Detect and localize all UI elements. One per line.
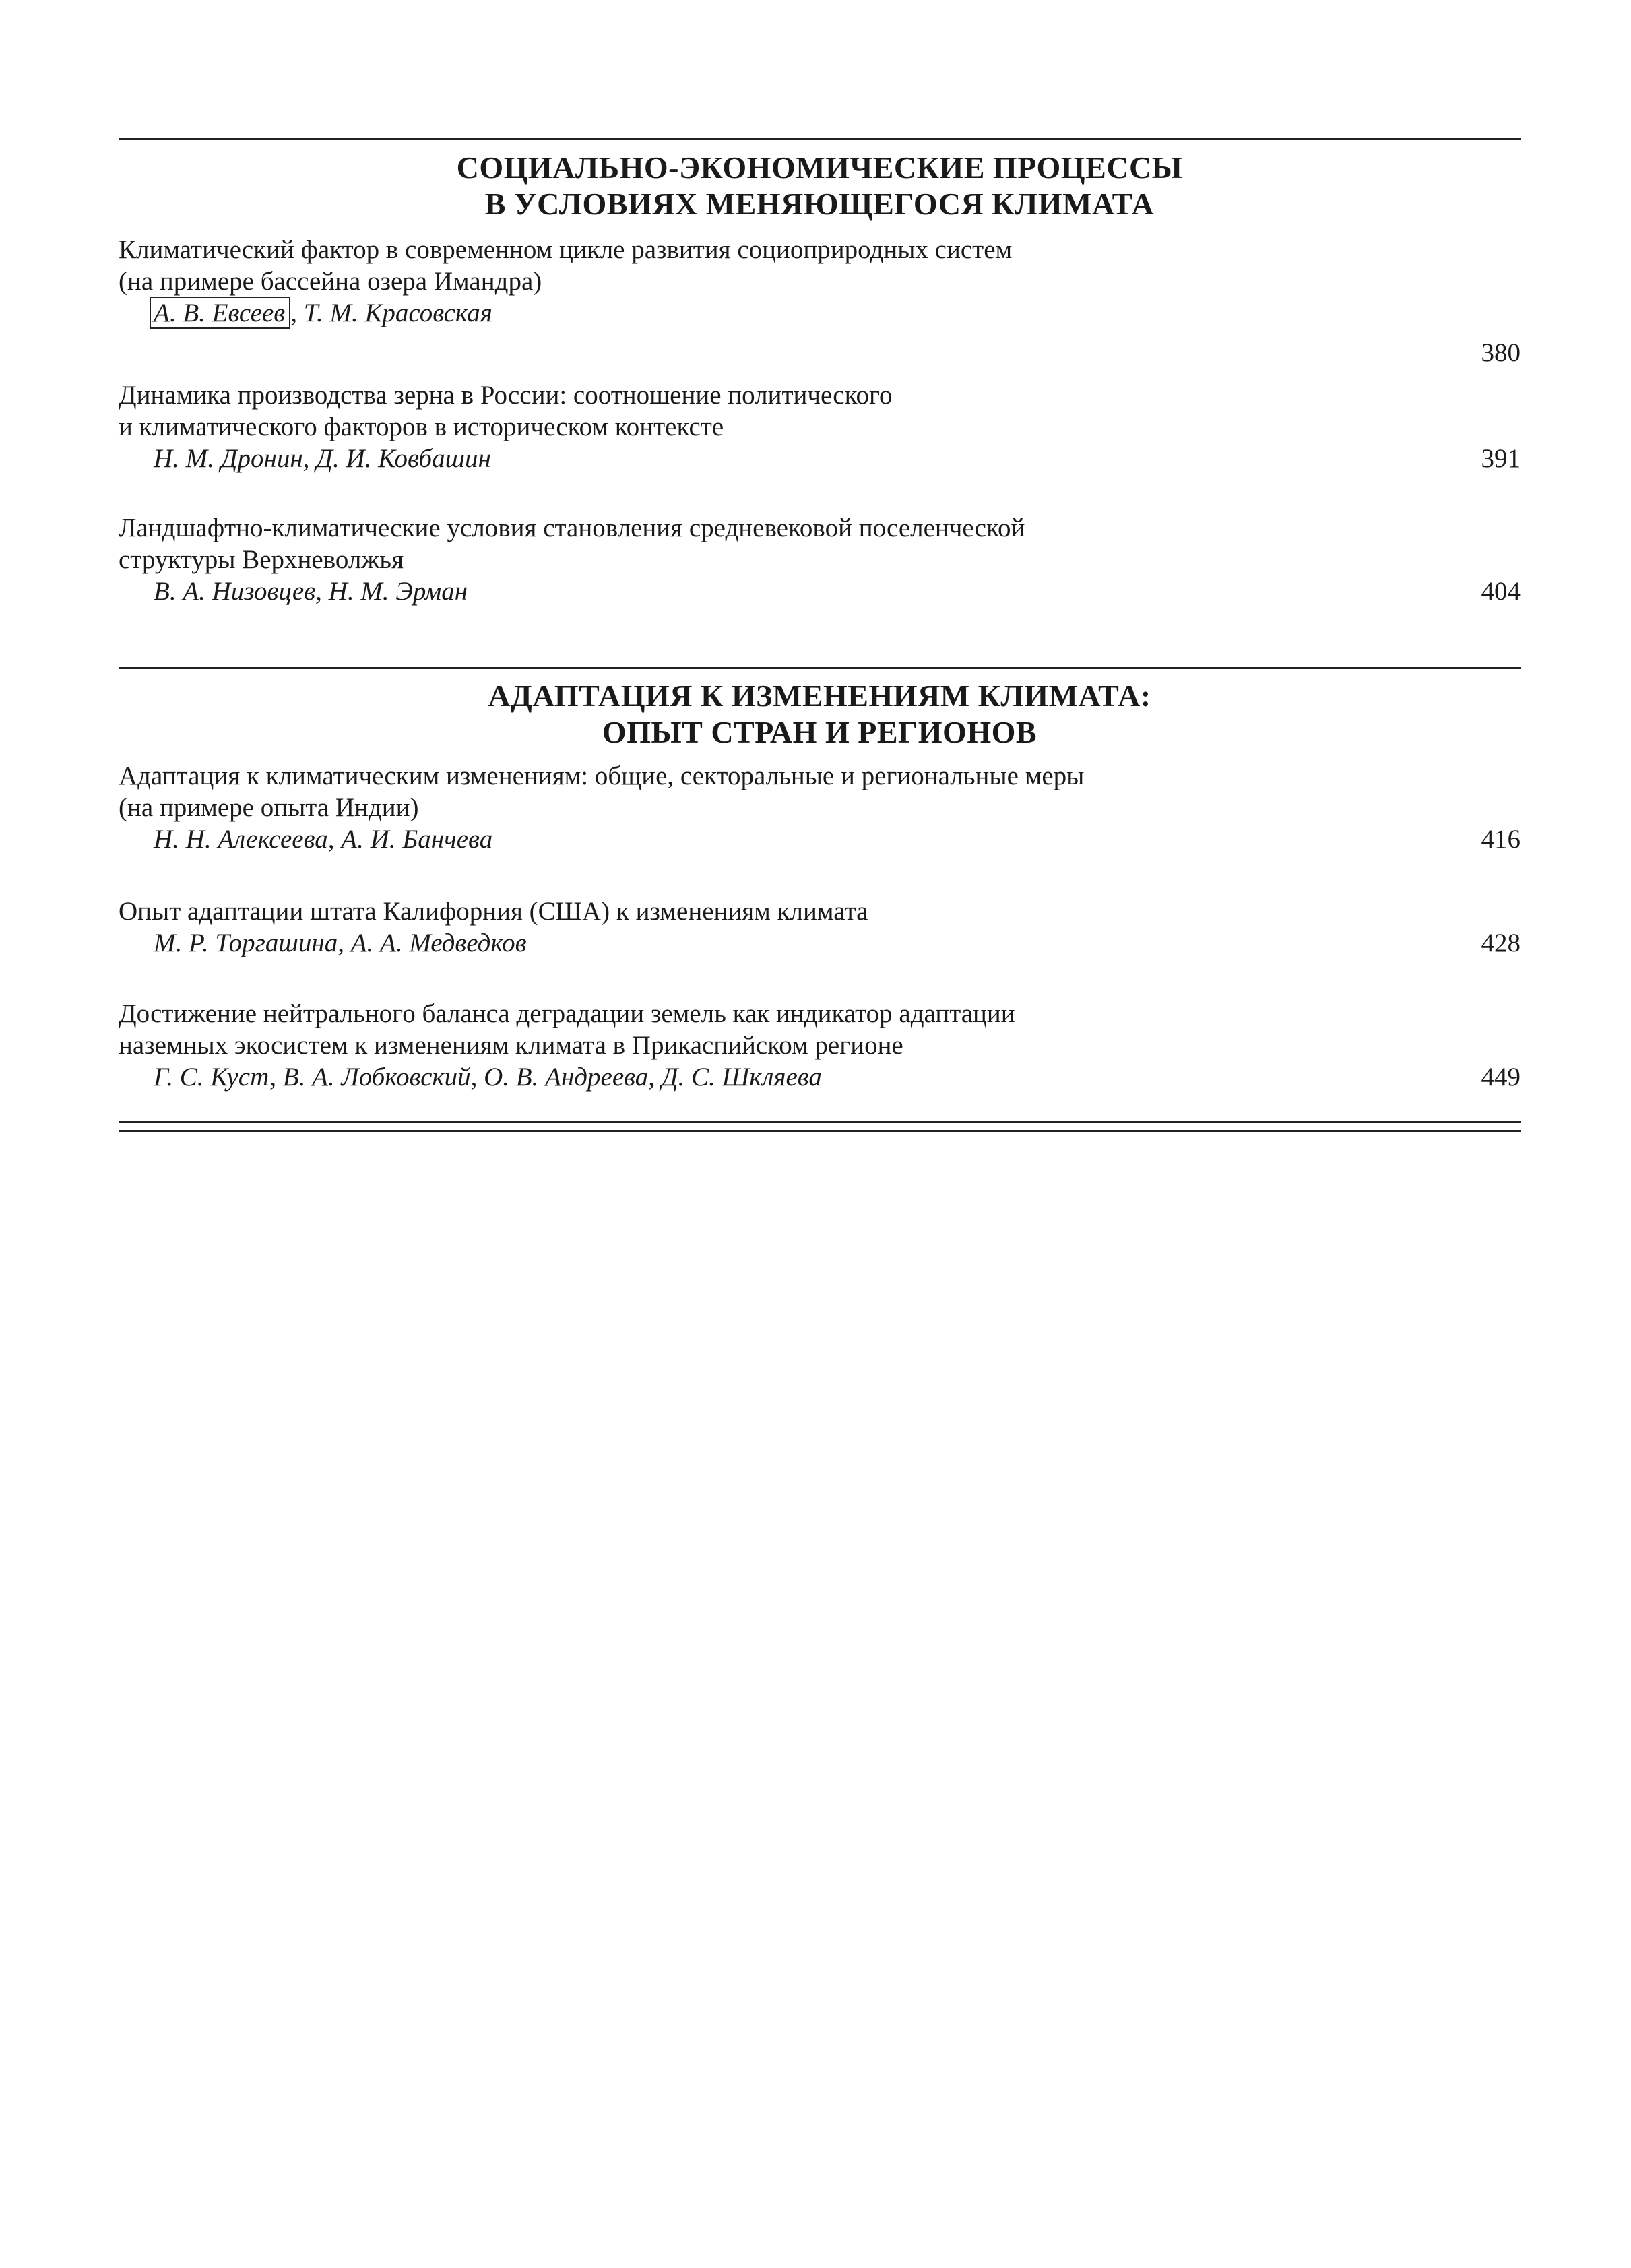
entry-page-number: 416: [1481, 825, 1521, 854]
entry-page-number: 404: [1481, 577, 1521, 606]
entry-page-number: 428: [1481, 928, 1521, 957]
entry-authors: [119, 823, 1521, 855]
section-title-line: В УСЛОВИЯХ МЕНЯЮЩЕГОСЯ КЛИМАТА: [484, 187, 1155, 221]
entry-title-line: Ландшафтно-климатические условия становления средневековой поселенческой: [119, 513, 1025, 542]
entry-title-line: структуры Верхневолжья: [119, 545, 404, 574]
entry-title-line: Достижение нейтрального баланса деградации земель как индикатор адаптации: [119, 999, 1015, 1028]
entry-authors: [119, 927, 1521, 959]
entry-authors-rest: , Т. М. Красовская: [290, 298, 492, 327]
entry-title-line: Климатический фактор в современном цикле развития социоприродных систем: [119, 235, 1013, 264]
toc-entry[interactable]: [119, 234, 1521, 367]
entry-authors: [119, 575, 1521, 607]
section-title: [119, 678, 1521, 751]
entry-authors: [119, 443, 1521, 474]
entry-authors: [119, 297, 1521, 329]
entry-title-line: (на примере опыта Индии): [119, 793, 419, 822]
deceased-author-frame: А. В. Евсеев: [150, 297, 290, 329]
section-title-line: АДАПТАЦИЯ К ИЗМЕНЕНИЯМ КЛИМАТА:: [488, 679, 1151, 713]
section-divider: [119, 138, 1521, 140]
toc-entry[interactable]: [119, 895, 1521, 959]
entry-page-number: 380: [1481, 338, 1521, 367]
entry-title-line: Адаптация к климатическим изменениям: общие, секторальные и региональные меры: [119, 761, 1085, 790]
entry-page-number: 449: [1481, 1063, 1521, 1092]
entry-page-number: 391: [1481, 444, 1521, 473]
section-title: [119, 150, 1521, 222]
entry-title-line: Динамика производства зерна в России: соотношение политического: [119, 381, 893, 410]
entry-authors: [119, 1061, 1521, 1093]
entry-authors-text: Г. С. Куст, В. А. Лобковский, О. В. Андреева, Д. С. Шкляева: [154, 1063, 822, 1092]
toc-entry[interactable]: [119, 760, 1521, 855]
entry-title-line: Опыт адаптации штата Калифорния (США) к изменениям климата: [119, 897, 868, 926]
toc-entry[interactable]: [119, 512, 1521, 607]
section-divider: [119, 667, 1521, 669]
section-title-line: СОЦИАЛЬНО-ЭКОНОМИЧЕСКИЕ ПРОЦЕССЫ: [456, 150, 1183, 185]
section-title-line: ОПЫТ СТРАН И РЕГИОНОВ: [602, 715, 1037, 749]
entry-authors-text: Н. М. Дронин, Д. И. Ковбашин: [154, 444, 491, 473]
entry-authors-text: Н. Н. Алексеева, А. И. Банчева: [154, 825, 493, 854]
entry-authors-text: М. Р. Торгашина, А. А. Медведков: [154, 928, 527, 957]
closing-rule: [119, 1121, 1521, 1123]
entry-title-line: наземных экосистем к изменениям климата в Прикаспийском регионе: [119, 1031, 903, 1060]
closing-rule: [119, 1130, 1521, 1132]
entry-title-line: и климатического факторов в историческом контексте: [119, 412, 724, 441]
toc-entry[interactable]: [119, 379, 1521, 474]
entry-authors-text: В. А. Низовцев, Н. М. Эрман: [154, 577, 468, 606]
toc-entry[interactable]: [119, 998, 1521, 1093]
entry-title-line: (на примере бассейна озера Имандра): [119, 267, 542, 296]
